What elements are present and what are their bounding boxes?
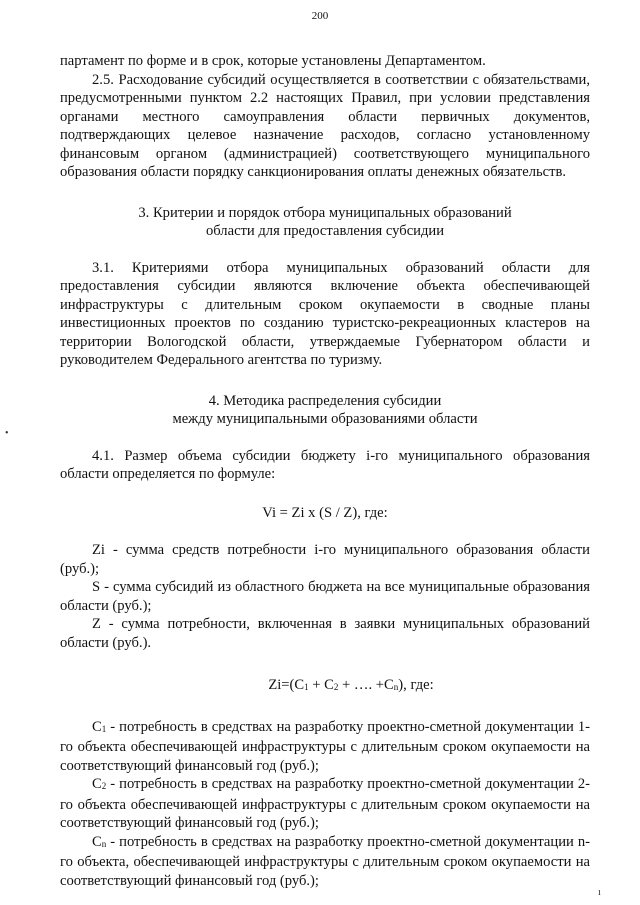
definition-c1: $C_1$ - потребность в средствах на разработку проектно-сметной документации 1-го объекта обеспечивающей инфраструктуры с длительным сроком окупаемости на соответствующий финансовый год (руб.); — [60, 718, 590, 774]
formula-zi: $Zi=(C_1 + C_2$ + …. $+C_n$), где: — [268, 677, 434, 693]
formula-vi: Vi = Zi x (S / Z), где: — [262, 504, 388, 521]
scan-mark: ı — [598, 887, 601, 898]
scan-mark: • — [5, 428, 9, 439]
definition-zi: Zi - сумма средств потребности i-го муниципального образования области (руб.); — [60, 542, 590, 577]
section-4-heading — [60, 392, 590, 429]
definition-z: Z - сумма потребности, включенная в заявки муниципальных образований области (руб.). — [60, 616, 590, 651]
definition-c2: $C_2$ - потребность в средствах на разработку проектно-сметной документации 2-го объекта обеспечивающей инфраструктуры с длительным сроком окупаемости на соответствующий финансовый год (руб.); — [60, 776, 590, 831]
section-4-heading-line-2: между муниципальными образованиями области — [172, 411, 478, 427]
paragraph-continuation: партамент по форме и в срок, которые установлены Департаментом. — [60, 53, 486, 69]
document-body — [60, 52, 590, 890]
section-4-heading-line-1: 4. Методика распределения субсидии — [208, 392, 442, 409]
paragraph-2-5: 2.5. Расходование субсидий осуществляется в соответствии с обязательствами, предусмотренными пунктом 2.2 настоящих Правил, при условии представления органами местного самоуправления области первичных документов, подтверждающих целевое назначение расходов, согласно установленному финансовым органом (администрацией) соответствующего муниципального образования области порядку санкционирования оплаты денежных обязательств. — [60, 71, 590, 180]
paragraph-4-1: 4.1. Размер объема субсидии бюджету i-го муниципального образования области определяется по формуле: — [60, 447, 590, 482]
section-3-heading-line-1: 3. Критерии и порядок отбора муниципальных образований — [138, 204, 512, 221]
definition-cn: $C_n$ - потребность в средствах на разработку проектно-сметной документации n-го объекта, обеспечивающей инфраструктуры с длительным сроком окупаемости на соответствующий финансовый год (руб.); — [60, 833, 590, 889]
definition-s: S - сумма субсидий из областного бюджета на все муниципальные образования области (руб.); — [60, 579, 590, 614]
paragraph-3-1: 3.1. Критериями отбора муниципальных образований области для предоставления субсидии являются включение объекта обеспечивающей инфраструктуры с длительным сроком окупаемости в сводные планы инвестиционных проектов по созданию туристско-рекреационных кластеров на территории Вологодской области, утверждаемые Губернатором области и руководителем Федерального агентства по туризму. — [60, 259, 590, 368]
section-3-heading — [60, 204, 590, 241]
page-number: 200 — [311, 10, 329, 22]
section-3-heading-line-2: области для предоставления субсидии — [205, 223, 445, 239]
